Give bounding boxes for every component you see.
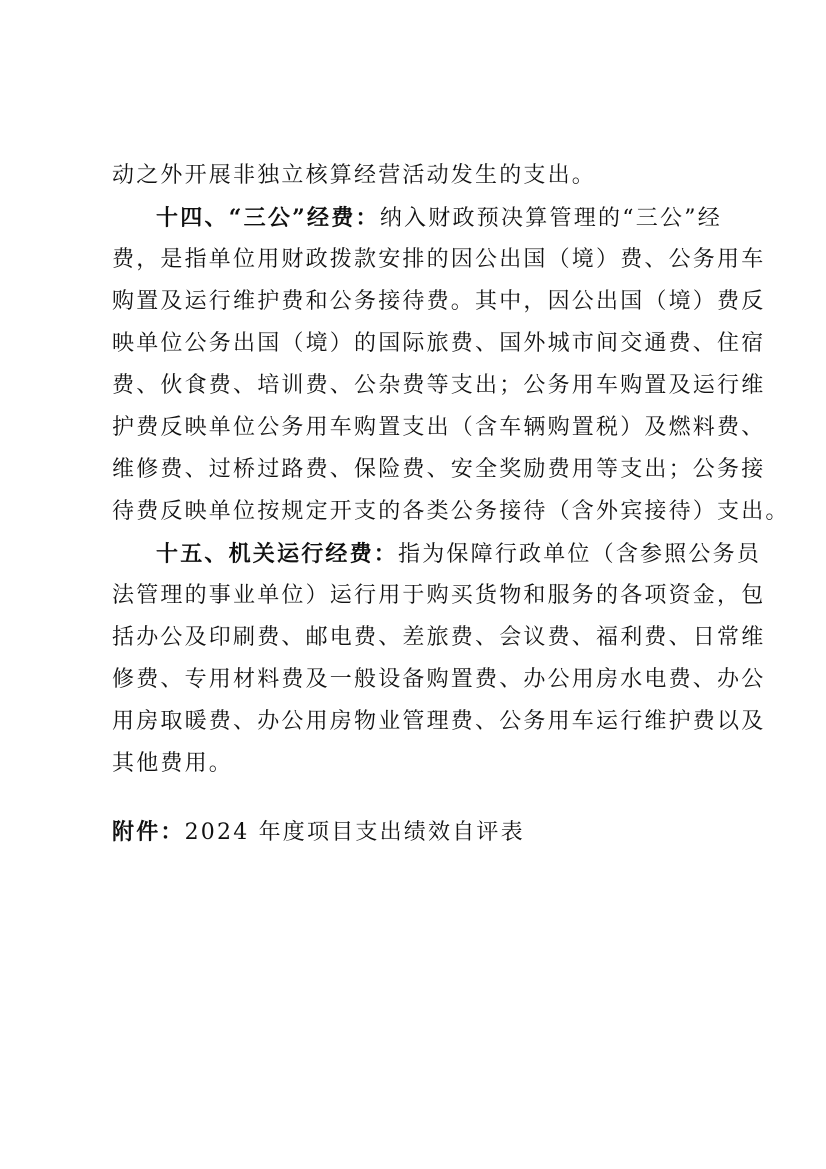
attachment-line bbox=[112, 818, 722, 847]
section-14-line: 费，是指单位用财政拨款安排的因公出国（境）费、公务用车 bbox=[112, 247, 766, 272]
section-15-line: 括办公及印刷费、邮电费、差旅费、会议费、福利费、日常维 bbox=[112, 625, 766, 650]
section-14-line: 维修费、过桥过路费、保险费、安全奖励费用等支出；公务接 bbox=[112, 457, 766, 482]
attachment-label: 附件： bbox=[112, 819, 185, 845]
section-15-line: 法管理的事业单位）运行用于购买货物和服务的各项资金，包 bbox=[112, 583, 766, 608]
section-15-line: 其他费用。 bbox=[112, 751, 234, 776]
section-15-intro-text: 指为保障行政单位（含参照公务员 bbox=[398, 542, 762, 567]
section-15-first-line bbox=[156, 540, 762, 569]
section-14-heading: 十四、“三公”经费： bbox=[156, 205, 380, 231]
section-15-line: 用房取暖费、办公用房物业管理费、公务用车运行维护费以及 bbox=[112, 709, 766, 734]
section-14-first-line bbox=[156, 204, 722, 233]
section-14-line: 映单位公务出国（境）的国际旅费、国外城市间交通费、住宿 bbox=[112, 331, 766, 356]
section-14-line: 购置及运行维护费和公务接待费。其中，因公出国（境）费反 bbox=[112, 289, 766, 314]
section-14-intro-text: 纳入财政预决算管理的“三公”经 bbox=[379, 206, 723, 231]
attachment-title: 2024 年度项目支出绩效自评表 bbox=[184, 820, 525, 845]
section-14-line: 待费反映单位按规定开支的各类公务接待（含外宾接待）支出。 bbox=[112, 499, 790, 524]
section-14-line: 护费反映单位公务用车购置支出（含车辆购置税）及燃料费、 bbox=[112, 415, 766, 440]
section-15-line: 修费、专用材料费及一般设备购置费、办公用房水电费、办公 bbox=[112, 667, 766, 692]
paragraph-continuation-line: 动之外开展非独立核算经营活动发生的支出。 bbox=[112, 163, 597, 188]
section-14-line: 费、伙食费、培训费、公杂费等支出；公务用车购置及运行维 bbox=[112, 373, 766, 398]
section-15-heading: 十五、机关运行经费： bbox=[156, 541, 399, 567]
